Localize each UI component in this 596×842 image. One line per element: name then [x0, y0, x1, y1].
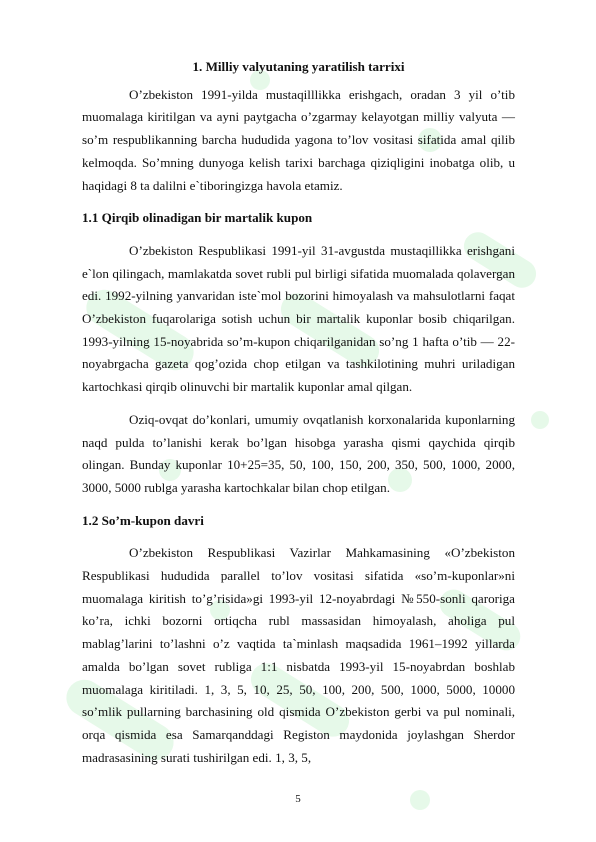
section-heading-1-2: 1.2 So’m-kupon davri — [82, 512, 204, 528]
section-heading-1-1: 1.1 Qirqib olinadigan bir martalik kupon — [82, 210, 313, 226]
intro-paragraph: O’zbekiston 1991-yilda mustaqilllikka erishgach, oradan 3 yil o’tib muomalaga kiritilgan va ayni paytgacha o’zgarmay kelayotgan milliy valyuta — so’m respublikanning barcha hududida yagona to’lov vositasi sifatida amal qilib kelmoqda. So’mning dunyoga kelish tarixi barchaga qiziqligini inobatga olib, u haqidagi 8 ta dalilni e`tiboringizga havola etamiz. — [82, 86, 515, 193]
section-1-1-paragraph-1: O’zbekiston Respublikasi 1991-yil 31-avgustda mustaqillikka erishgani e`lon qilingach, mamlakatda sovet rubli pul birligi sifatida muomalada qolavergan edi. 1992-yilning yanvaridan iste`mol bozorini himoyalash va mahsulotlarni faqat O’zbekiston fuqarolariga sotish uchun bir martalik kuponlar bosib chiqarilgan. 1993-yilning 15-noyabrida so’m-kupon chiqarilganidan so’ng 1 hafta o’tib — 22-noyabrgacha gazeta qog’ozida chop etilgan va tashkilotining muhri uriladigan kartochkasi qirqib olinuvchi bir martalik kuponlar amal qilgan. — [82, 242, 515, 395]
section-1-1-paragraph-2: Oziq-ovqat do’konlari, umumiy ovqatlanish korxonalarida kuponlarning naqd pulda to’lanishi kerak bo’lgan hisobga yarasha qismi qaychida qirqib olingan. Bunday kuponlar 10+25=35, 50, 100, 150, 200, 350, 500, 1000, 2000, 3000, 5000 rublga yarasha kartochkalar bilan chop etilgan. — [82, 411, 515, 495]
section-1-2-paragraph-1: O’zbekiston Respublikasi Vazirlar Mahkamasining «O’zbekiston Respublikasi hududida parallel to’lov vositasi sifatida «so’m-kuponlar»ni muomalaga kiritish to’g’risida»gi 1993-yil 12-noyabrdagi №550-sonli qaroriga ko’ra, ichki bozorni ortiqcha rubl massasidan himoyalash, aholiga pul mablag’larini to’lashni o’z vaqtida ta`minlash maqsadida 1961–1992 yillarda amalda bo’lgan sovet rubliga 1:1 nisbatda 1993-yil 15-noyabrdan boshlab muomalaga kiritiladi. 1, 3, 5, 10, 25, 50, 100, 200, 500, 1000, 5000, 10000 so’mlik pullarning barchasining old qismida O’zbekiston gerbi va pul nominali, orqa qismida esa Samarqanddagi Registon maydonida joylashgan Sherdor madrasasining surati tushirilgan edi. 1, 3, 5, — [82, 545, 515, 765]
page-number: 5 — [295, 793, 301, 805]
document-title: 1. Milliy valyutaning yaratilish tarrixi — [192, 59, 405, 74]
document-body — [82, 56, 515, 769]
